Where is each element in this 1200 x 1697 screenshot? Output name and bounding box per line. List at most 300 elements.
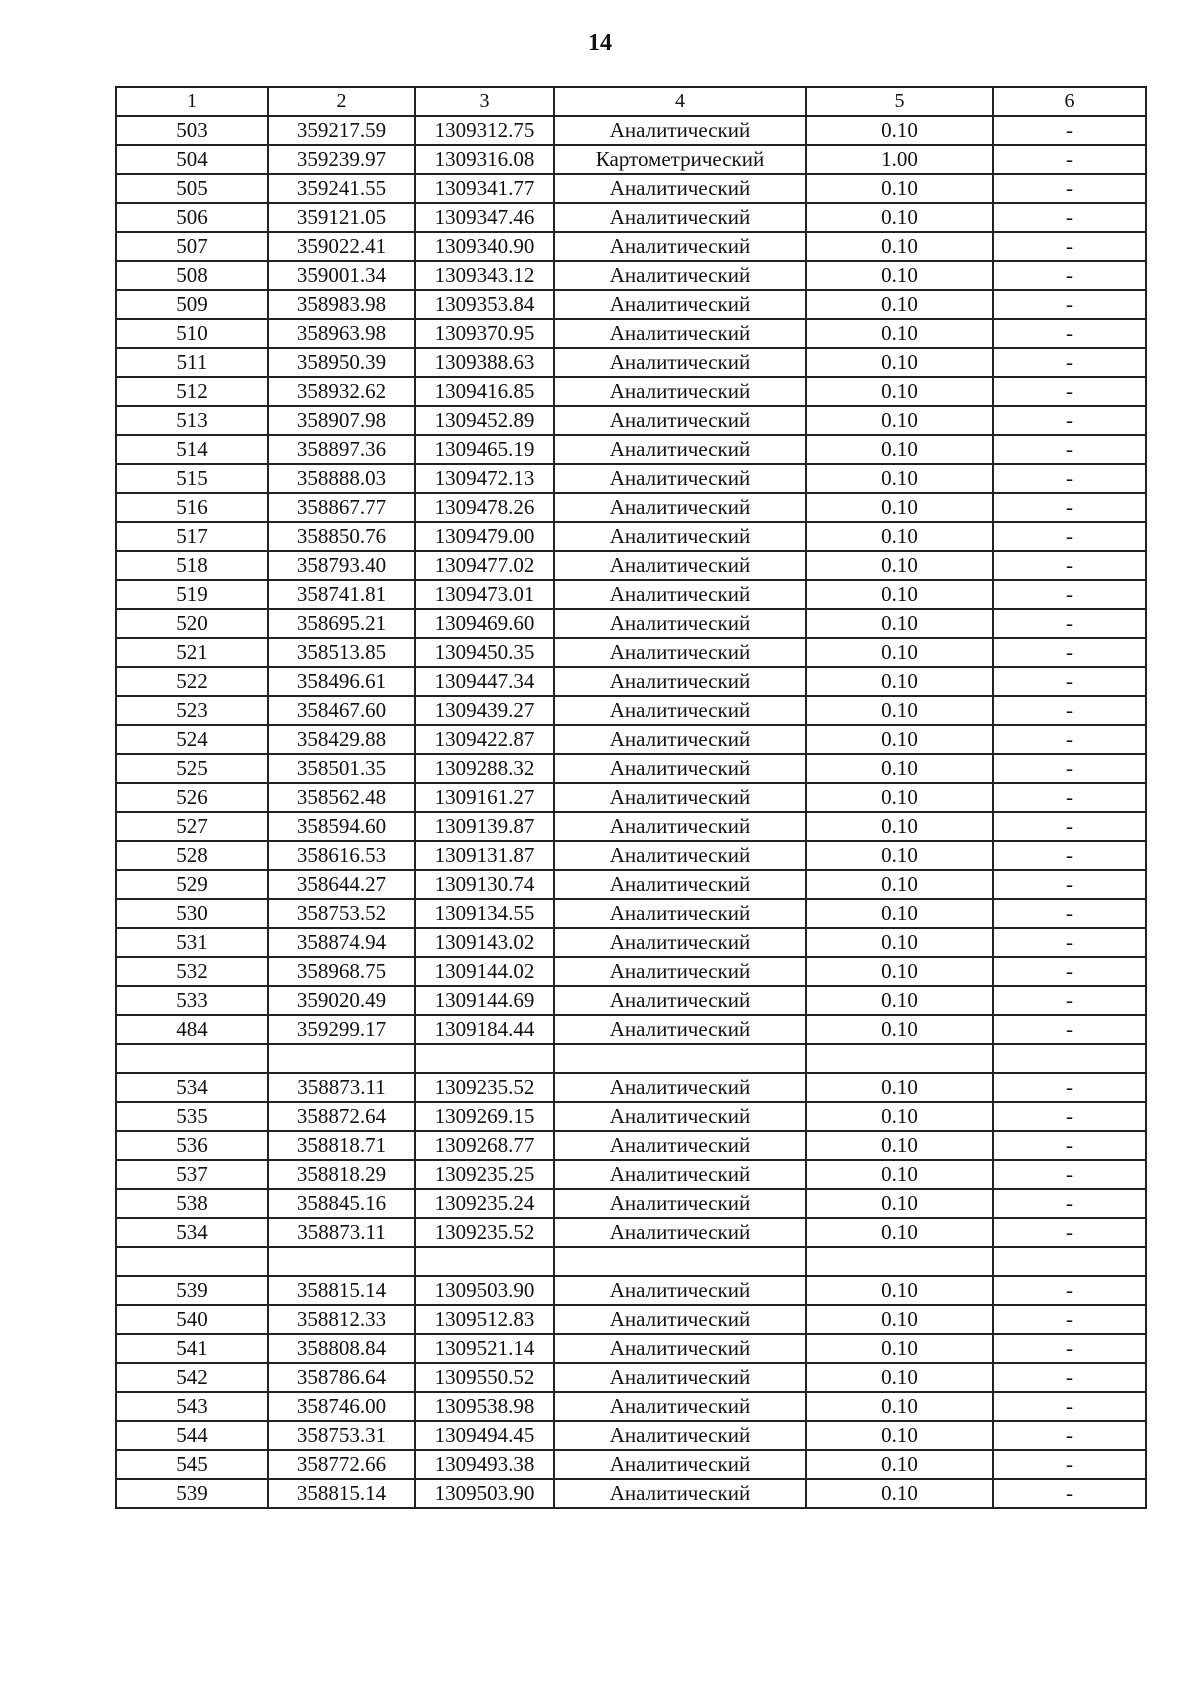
- table-cell: 1309503.90: [415, 1276, 554, 1305]
- table-cell: 1309235.52: [415, 1218, 554, 1247]
- table-cell: 1309343.12: [415, 261, 554, 290]
- table-cell: 0.10: [806, 493, 993, 522]
- table-cell: 527: [116, 812, 268, 841]
- table-cell: 1309452.89: [415, 406, 554, 435]
- table-cell: 359001.34: [268, 261, 415, 290]
- table-cell: 1309139.87: [415, 812, 554, 841]
- table-cell: Аналитический: [554, 1392, 806, 1421]
- table-cell: 0.10: [806, 116, 993, 145]
- table-cell: 358815.14: [268, 1276, 415, 1305]
- table-cell: -: [993, 754, 1146, 783]
- table-cell: 525: [116, 754, 268, 783]
- table-cell: 1309422.87: [415, 725, 554, 754]
- table-cell: 0.10: [806, 522, 993, 551]
- table-row: [116, 870, 1146, 899]
- table-cell: [116, 1044, 268, 1073]
- table-cell: 508: [116, 261, 268, 290]
- table-cell: -: [993, 1479, 1146, 1508]
- table-cell: 1309469.60: [415, 609, 554, 638]
- table-cell: 531: [116, 928, 268, 957]
- table-cell: 0.10: [806, 1189, 993, 1218]
- table-cell: -: [993, 145, 1146, 174]
- table-cell: 358872.64: [268, 1102, 415, 1131]
- table-row: [116, 1421, 1146, 1450]
- table-cell: 0.10: [806, 812, 993, 841]
- table-cell: 529: [116, 870, 268, 899]
- table-row: [116, 1247, 1146, 1276]
- table-cell: -: [993, 1392, 1146, 1421]
- table-row: [116, 174, 1146, 203]
- table-cell: [268, 1044, 415, 1073]
- table-cell: Аналитический: [554, 493, 806, 522]
- table-cell: [806, 1247, 993, 1276]
- table-cell: 1309512.83: [415, 1305, 554, 1334]
- table-cell: 530: [116, 899, 268, 928]
- table-cell: 522: [116, 667, 268, 696]
- table-cell: 0.10: [806, 1363, 993, 1392]
- table-cell: -: [993, 319, 1146, 348]
- table-cell: -: [993, 870, 1146, 899]
- table-cell: Аналитический: [554, 435, 806, 464]
- table-cell: 358818.29: [268, 1160, 415, 1189]
- table-cell: 358616.53: [268, 841, 415, 870]
- table-cell: 0.10: [806, 783, 993, 812]
- table-cell: 1309131.87: [415, 841, 554, 870]
- table-cell: 0.10: [806, 261, 993, 290]
- table-cell: 535: [116, 1102, 268, 1131]
- table-cell: 359241.55: [268, 174, 415, 203]
- table-row: [116, 899, 1146, 928]
- table-cell: 359121.05: [268, 203, 415, 232]
- table-cell: 0.10: [806, 232, 993, 261]
- table-cell: Аналитический: [554, 667, 806, 696]
- table-row: [116, 1276, 1146, 1305]
- table-cell: 533: [116, 986, 268, 1015]
- table-cell: 0.10: [806, 1450, 993, 1479]
- table-cell: Аналитический: [554, 522, 806, 551]
- table-cell: Аналитический: [554, 377, 806, 406]
- table-row: [116, 725, 1146, 754]
- table-cell: Аналитический: [554, 1218, 806, 1247]
- table-row: [116, 406, 1146, 435]
- table-cell: -: [993, 638, 1146, 667]
- table-body: [116, 116, 1146, 1508]
- table-cell: 540: [116, 1305, 268, 1334]
- column-header: 5: [806, 87, 993, 116]
- table-cell: 358888.03: [268, 464, 415, 493]
- table-cell: Аналитический: [554, 580, 806, 609]
- table-row: [116, 986, 1146, 1015]
- table-cell: -: [993, 203, 1146, 232]
- table-cell: 0.10: [806, 377, 993, 406]
- table-cell: 1309341.77: [415, 174, 554, 203]
- table-row: [116, 232, 1146, 261]
- table-cell: 1309353.84: [415, 290, 554, 319]
- table-cell: Картометрический: [554, 145, 806, 174]
- table-cell: 543: [116, 1392, 268, 1421]
- table-cell: 358808.84: [268, 1334, 415, 1363]
- table-row: [116, 1102, 1146, 1131]
- table-cell: 0.10: [806, 725, 993, 754]
- table-cell: Аналитический: [554, 1305, 806, 1334]
- table-cell: 1309478.26: [415, 493, 554, 522]
- table-cell: 358786.64: [268, 1363, 415, 1392]
- table-cell: 0.10: [806, 667, 993, 696]
- table-cell: -: [993, 1073, 1146, 1102]
- table-row: [116, 551, 1146, 580]
- table-cell: 524: [116, 725, 268, 754]
- table-cell: Аналитический: [554, 464, 806, 493]
- table-cell: Аналитический: [554, 1102, 806, 1131]
- table-row: [116, 609, 1146, 638]
- table-cell: 1309447.34: [415, 667, 554, 696]
- table-cell: Аналитический: [554, 696, 806, 725]
- column-header: 1: [116, 87, 268, 116]
- table-cell: -: [993, 725, 1146, 754]
- table-cell: 359217.59: [268, 116, 415, 145]
- table-cell: 536: [116, 1131, 268, 1160]
- table-cell: -: [993, 1421, 1146, 1450]
- table-cell: 0.10: [806, 841, 993, 870]
- table-cell: 539: [116, 1479, 268, 1508]
- table-cell: -: [993, 928, 1146, 957]
- table-cell: 358963.98: [268, 319, 415, 348]
- table-cell: 0.10: [806, 754, 993, 783]
- table-cell: Аналитический: [554, 1479, 806, 1508]
- table-cell: [116, 1247, 268, 1276]
- table-cell: -: [993, 1334, 1146, 1363]
- table-cell: -: [993, 116, 1146, 145]
- table-cell: 358467.60: [268, 696, 415, 725]
- table-cell: 0.10: [806, 1479, 993, 1508]
- table-cell: 1309130.74: [415, 870, 554, 899]
- table-cell: 1309184.44: [415, 1015, 554, 1044]
- table-cell: 517: [116, 522, 268, 551]
- table-cell: Аналитический: [554, 551, 806, 580]
- table-cell: Аналитический: [554, 870, 806, 899]
- table-cell: 358594.60: [268, 812, 415, 841]
- table-row: [116, 522, 1146, 551]
- table-cell: 1309473.01: [415, 580, 554, 609]
- table-row: [116, 493, 1146, 522]
- table-cell: 1309521.14: [415, 1334, 554, 1363]
- table-cell: [993, 1247, 1146, 1276]
- table-cell: [415, 1044, 554, 1073]
- table-cell: Аналитический: [554, 754, 806, 783]
- table-cell: Аналитический: [554, 609, 806, 638]
- column-header: 6: [993, 87, 1146, 116]
- table-cell: 1309493.38: [415, 1450, 554, 1479]
- table-cell: 358501.35: [268, 754, 415, 783]
- table-cell: -: [993, 174, 1146, 203]
- table-row: [116, 1189, 1146, 1218]
- table-cell: Аналитический: [554, 783, 806, 812]
- table-row: [116, 319, 1146, 348]
- table-cell: 0.10: [806, 348, 993, 377]
- table-row: [116, 957, 1146, 986]
- table-row: [116, 1392, 1146, 1421]
- table-row: [116, 203, 1146, 232]
- table-cell: 0.10: [806, 870, 993, 899]
- table-cell: 511: [116, 348, 268, 377]
- table-cell: 505: [116, 174, 268, 203]
- table-cell: [268, 1247, 415, 1276]
- table-cell: Аналитический: [554, 1131, 806, 1160]
- table-cell: 0.10: [806, 319, 993, 348]
- table-cell: Аналитический: [554, 812, 806, 841]
- table-cell: Аналитический: [554, 116, 806, 145]
- table-cell: 358867.77: [268, 493, 415, 522]
- table-cell: -: [993, 493, 1146, 522]
- table-cell: 0.10: [806, 551, 993, 580]
- table-cell: Аналитический: [554, 928, 806, 957]
- table-cell: -: [993, 1189, 1146, 1218]
- table-cell: -: [993, 1363, 1146, 1392]
- table-cell: [415, 1247, 554, 1276]
- table-cell: 528: [116, 841, 268, 870]
- table-cell: 0.10: [806, 899, 993, 928]
- table-cell: Аналитический: [554, 348, 806, 377]
- table-cell: 358753.52: [268, 899, 415, 928]
- column-header: 2: [268, 87, 415, 116]
- table-cell: 1309477.02: [415, 551, 554, 580]
- table-cell: Аналитический: [554, 261, 806, 290]
- table-cell: 523: [116, 696, 268, 725]
- table-cell: 542: [116, 1363, 268, 1392]
- table-cell: 358562.48: [268, 783, 415, 812]
- table-cell: -: [993, 377, 1146, 406]
- table-cell: Аналитический: [554, 957, 806, 986]
- table-cell: 0.10: [806, 1392, 993, 1421]
- table-cell: 518: [116, 551, 268, 580]
- table-cell: 1309370.95: [415, 319, 554, 348]
- table-cell: 0.10: [806, 1131, 993, 1160]
- table-cell: 358850.76: [268, 522, 415, 551]
- table-cell: 1309479.00: [415, 522, 554, 551]
- column-header: 3: [415, 87, 554, 116]
- table-cell: 1309143.02: [415, 928, 554, 957]
- table-cell: 1309416.85: [415, 377, 554, 406]
- table-cell: 1309550.52: [415, 1363, 554, 1392]
- table-cell: -: [993, 348, 1146, 377]
- table-cell: 520: [116, 609, 268, 638]
- table-cell: 358873.11: [268, 1073, 415, 1102]
- table-cell: -: [993, 696, 1146, 725]
- table-cell: Аналитический: [554, 1015, 806, 1044]
- table-cell: 537: [116, 1160, 268, 1189]
- table-cell: -: [993, 1450, 1146, 1479]
- table-cell: Аналитический: [554, 290, 806, 319]
- table-cell: 1309450.35: [415, 638, 554, 667]
- table-cell: 358818.71: [268, 1131, 415, 1160]
- table-cell: 1309269.15: [415, 1102, 554, 1131]
- table-cell: [554, 1247, 806, 1276]
- table-cell: 514: [116, 435, 268, 464]
- table-cell: 503: [116, 116, 268, 145]
- table-cell: 0.10: [806, 580, 993, 609]
- table-cell: 0.10: [806, 1276, 993, 1305]
- table-cell: 541: [116, 1334, 268, 1363]
- table-row: [116, 261, 1146, 290]
- table-cell: 0.10: [806, 1421, 993, 1450]
- table-cell: 358753.31: [268, 1421, 415, 1450]
- table-cell: 534: [116, 1218, 268, 1247]
- table-cell: 358812.33: [268, 1305, 415, 1334]
- table-cell: -: [993, 1276, 1146, 1305]
- table-cell: 504: [116, 145, 268, 174]
- table-cell: 1309268.77: [415, 1131, 554, 1160]
- table-cell: 0.10: [806, 696, 993, 725]
- table-cell: 358907.98: [268, 406, 415, 435]
- table-cell: 1309316.08: [415, 145, 554, 174]
- table-row: [116, 812, 1146, 841]
- table-cell: 1309134.55: [415, 899, 554, 928]
- table-row: [116, 1479, 1146, 1508]
- table-cell: 545: [116, 1450, 268, 1479]
- table-cell: Аналитический: [554, 319, 806, 348]
- table-cell: -: [993, 435, 1146, 464]
- table-cell: -: [993, 261, 1146, 290]
- table-cell: -: [993, 522, 1146, 551]
- table-cell: 0.10: [806, 957, 993, 986]
- table-cell: 1309439.27: [415, 696, 554, 725]
- table-row: [116, 290, 1146, 319]
- table-cell: Аналитический: [554, 725, 806, 754]
- table-row: [116, 754, 1146, 783]
- table-cell: 510: [116, 319, 268, 348]
- table-cell: [806, 1044, 993, 1073]
- table-cell: -: [993, 1218, 1146, 1247]
- table-cell: Аналитический: [554, 899, 806, 928]
- table-cell: Аналитический: [554, 1363, 806, 1392]
- table-cell: 519: [116, 580, 268, 609]
- page-number: 14: [588, 30, 612, 56]
- table-cell: Аналитический: [554, 841, 806, 870]
- table-cell: 1309161.27: [415, 783, 554, 812]
- table-cell: -: [993, 1305, 1146, 1334]
- table-cell: -: [993, 1160, 1146, 1189]
- table-cell: 1309288.32: [415, 754, 554, 783]
- table-row: [116, 1218, 1146, 1247]
- table-cell: Аналитический: [554, 1421, 806, 1450]
- table-cell: 1309472.13: [415, 464, 554, 493]
- table-row: [116, 783, 1146, 812]
- table-row: [116, 580, 1146, 609]
- table-cell: 358897.36: [268, 435, 415, 464]
- table-row: [116, 116, 1146, 145]
- table-cell: 513: [116, 406, 268, 435]
- table-cell: 358873.11: [268, 1218, 415, 1247]
- table-row: [116, 1015, 1146, 1044]
- table-row: [116, 377, 1146, 406]
- table-cell: -: [993, 1131, 1146, 1160]
- table-row: [116, 1305, 1146, 1334]
- table-row: [116, 1334, 1146, 1363]
- table-cell: 1309235.24: [415, 1189, 554, 1218]
- table-cell: 539: [116, 1276, 268, 1305]
- table-cell: Аналитический: [554, 174, 806, 203]
- table-row: [116, 928, 1146, 957]
- table-cell: 0.10: [806, 609, 993, 638]
- table-cell: 484: [116, 1015, 268, 1044]
- table-cell: 1309388.63: [415, 348, 554, 377]
- table-cell: 358429.88: [268, 725, 415, 754]
- table-cell: 0.10: [806, 435, 993, 464]
- table-cell: 358968.75: [268, 957, 415, 986]
- table-cell: 358815.14: [268, 1479, 415, 1508]
- table-cell: -: [993, 464, 1146, 493]
- table-cell: 1309347.46: [415, 203, 554, 232]
- table-cell: 0.10: [806, 406, 993, 435]
- table-cell: 521: [116, 638, 268, 667]
- column-header: 4: [554, 87, 806, 116]
- table-cell: -: [993, 783, 1146, 812]
- table-cell: 1.00: [806, 145, 993, 174]
- table-cell: 1309340.90: [415, 232, 554, 261]
- table-cell: 0.10: [806, 986, 993, 1015]
- table-cell: 534: [116, 1073, 268, 1102]
- table-cell: 1309503.90: [415, 1479, 554, 1508]
- table-cell: 512: [116, 377, 268, 406]
- table-cell: Аналитический: [554, 203, 806, 232]
- table-cell: Аналитический: [554, 1189, 806, 1218]
- table-cell: 0.10: [806, 1073, 993, 1102]
- table-cell: 0.10: [806, 174, 993, 203]
- table-cell: 526: [116, 783, 268, 812]
- table-cell: Аналитический: [554, 1160, 806, 1189]
- table-row: [116, 464, 1146, 493]
- table-cell: -: [993, 957, 1146, 986]
- table-cell: 515: [116, 464, 268, 493]
- table-cell: 0.10: [806, 1160, 993, 1189]
- table-cell: 358793.40: [268, 551, 415, 580]
- table-cell: Аналитический: [554, 1276, 806, 1305]
- table-cell: 358496.61: [268, 667, 415, 696]
- table-row: [116, 1131, 1146, 1160]
- table-cell: 358513.85: [268, 638, 415, 667]
- table-cell: 1309312.75: [415, 116, 554, 145]
- table-cell: 1309494.45: [415, 1421, 554, 1450]
- table-cell: 538: [116, 1189, 268, 1218]
- coordinates-table: [115, 86, 1147, 1509]
- table-cell: [993, 1044, 1146, 1073]
- table-cell: 0.10: [806, 1218, 993, 1247]
- table-row: [116, 145, 1146, 174]
- table-row: [116, 667, 1146, 696]
- table-cell: 1309538.98: [415, 1392, 554, 1421]
- table-cell: 516: [116, 493, 268, 522]
- table-cell: 1309144.69: [415, 986, 554, 1015]
- table-cell: -: [993, 899, 1146, 928]
- table-cell: -: [993, 232, 1146, 261]
- table-cell: -: [993, 580, 1146, 609]
- table-cell: 358874.94: [268, 928, 415, 957]
- table-cell: 0.10: [806, 1102, 993, 1131]
- table-row: [116, 435, 1146, 464]
- table-cell: 507: [116, 232, 268, 261]
- table-cell: 358695.21: [268, 609, 415, 638]
- table-cell: -: [993, 667, 1146, 696]
- table-cell: 358932.62: [268, 377, 415, 406]
- table-row: [116, 1073, 1146, 1102]
- table-row: [116, 1450, 1146, 1479]
- table-cell: 0.10: [806, 464, 993, 493]
- table-cell: Аналитический: [554, 986, 806, 1015]
- table-cell: 509: [116, 290, 268, 319]
- table-cell: -: [993, 406, 1146, 435]
- table-row: [116, 1160, 1146, 1189]
- table-cell: 358983.98: [268, 290, 415, 319]
